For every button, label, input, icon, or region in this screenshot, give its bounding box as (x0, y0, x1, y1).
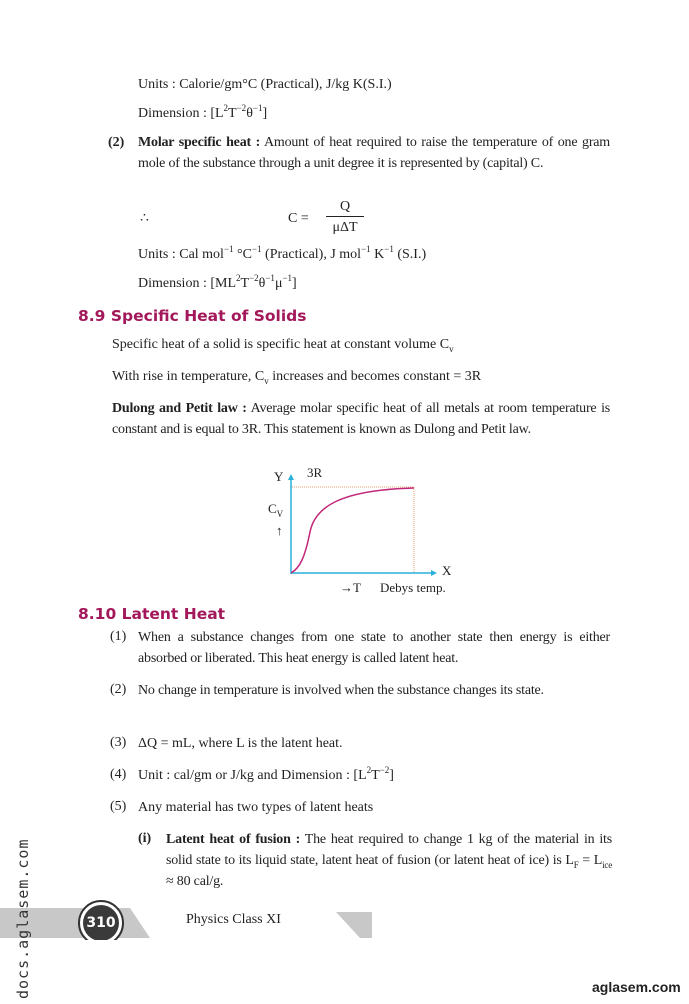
side-url: docs.aglasem.com (14, 838, 32, 999)
therefore-symbol: ∴ (140, 211, 149, 226)
item-number: (2) (108, 135, 125, 150)
x-label: X (442, 563, 452, 578)
y-label: Y (274, 469, 284, 484)
list-item: ΔQ = mL, where L is the latent heat. (138, 736, 343, 751)
up-arrow-icon: ↑ (276, 523, 283, 538)
fusion-paragraph: Latent heat of fusion : The heat required to change 1 kg of the material in its solid state to its liquid state, latent heat of fusion (or latent heat of ice) is $L_F = L_{ice} \approx 80$ cal/g. (166, 832, 612, 889)
molar-dimension: Dimension : $[ML^2T^{-2}\theta^{-1}\mu^{-1}]$ (138, 273, 297, 291)
item-number: (3) (110, 735, 127, 750)
list-item: Unit : cal/gm or J/kg and Dimension : $[L^2T^{-2}]$ (138, 765, 394, 783)
list-item: Any material has two types of latent heats (138, 800, 374, 815)
y-arrow-icon (288, 474, 294, 480)
page-number: 310 (86, 915, 116, 931)
molar-paragraph: Molar specific heat : Amount of heat required to raise the temperature of one gram mole of the substance through a unit degree it is represented by (capital) C. (138, 135, 610, 171)
debye-label: Debys temp. (380, 580, 446, 595)
3r-label: 3R (307, 465, 323, 480)
cv-curve (291, 488, 414, 573)
paragraph: With rise in temperature, $C_v$ increases and becomes constant = 3R (112, 369, 482, 386)
item-number: (i) (138, 831, 152, 846)
cv-label: $C_V$ (268, 501, 284, 519)
item-number: (1) (110, 629, 127, 644)
units-line: Units : Calorie/gm°C (Practical), J/kg K(S.I.) (138, 77, 392, 92)
x-arrow-icon (431, 570, 437, 576)
cv-graph (230, 462, 470, 602)
list-item: No change in temperature is involved when the substance changes its state. (138, 683, 544, 698)
t-label: →T (340, 580, 361, 595)
molar-units: Units : Cal mol$^{-1}$ $^\circ C^{-1}$ (Practical), J mol$^{-1}$ $K^{-1}$ (S.I.) (138, 244, 427, 262)
item-number: (4) (110, 767, 127, 782)
section-heading-8-9: 8.9 Specific Heat of Solids (78, 307, 307, 325)
formula-numerator: Q (326, 198, 364, 217)
site-link[interactable]: aglasem.com (592, 979, 681, 995)
dimension-line: Dimension : $[L^2T^{-2}\theta^{-1}]$ (138, 103, 268, 121)
item-number: (5) (110, 799, 127, 814)
paragraph: Specific heat of a solid is specific heat at constant volume $C_v$ (112, 337, 454, 354)
list-item: When a substance changes from one state to another state then energy is either absorbed or liberated. This heat energy is called latent heat. (138, 630, 610, 666)
formula-lhs: C = (288, 211, 309, 226)
formula-denominator: μΔT (332, 220, 358, 235)
item-number: (2) (110, 682, 127, 697)
dulong-petit-paragraph: Dulong and Petit law : Average molar specific heat of all metals at room temperature is constant and is equal to 3R. This statement is known as Dulong and Petit law. (112, 401, 611, 437)
book-title: Physics Class XI (186, 912, 281, 927)
section-heading-8-10: 8.10 Latent Heat (78, 605, 226, 623)
